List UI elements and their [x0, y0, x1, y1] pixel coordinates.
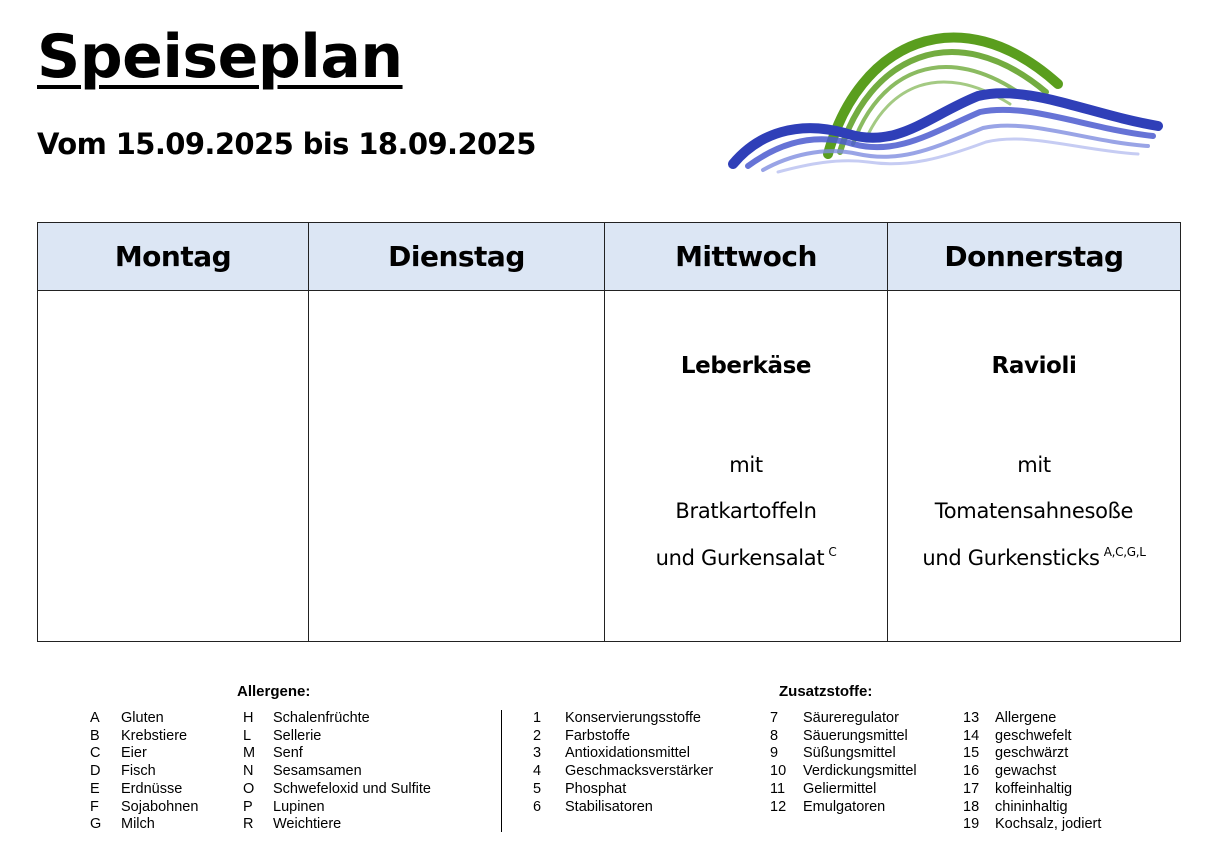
allergen-codes: A,C,G,L — [1103, 545, 1146, 559]
legend-item: 11 Geliermittel — [770, 780, 877, 797]
dish-line: mit — [1017, 453, 1051, 477]
legend-item: 7 Säureregulator — [770, 710, 899, 726]
wave-and-arc-logo — [728, 4, 1168, 176]
legend-item: F Sojabohnen — [90, 798, 199, 815]
legend-item: 8 Säuerungsmittel — [770, 727, 908, 744]
legend-item: 18 chininhaltig — [963, 798, 1068, 815]
menu-table — [37, 222, 1181, 642]
legend-item: 5 Phosphat — [533, 780, 627, 797]
legend-item: G Milch — [90, 816, 155, 833]
legend-item: M Senf — [243, 745, 303, 762]
legend-item: 14 geschwefelt — [963, 727, 1072, 744]
day-header-donnerstag: Donnerstag — [888, 223, 1181, 291]
dish-line: und Gurkensalat $^C$ — [655, 545, 837, 570]
legend-item: H Schalenfrüchte — [243, 710, 370, 726]
legend-item: 15 geschwärzt — [963, 745, 1069, 762]
dish-line — [309, 545, 604, 570]
day-header-dienstag: Dienstag — [309, 223, 605, 291]
legend-divider — [501, 710, 502, 832]
menu-cell-mittwoch — [605, 291, 888, 642]
menu-cell-donnerstag — [888, 291, 1181, 642]
legend-item: 10 Verdickungsmittel — [770, 763, 917, 780]
additives-list-3 — [963, 710, 1101, 834]
legend-item: C Eier — [90, 745, 147, 762]
legend-item: 6 Stabilisatoren — [533, 798, 653, 815]
legend-item: N Sesamsamen — [243, 763, 362, 780]
legend-item: D Fisch — [90, 763, 156, 780]
legend-item: 4 Geschmacksverstärker — [533, 763, 714, 780]
dish-line: Tomatensahnesoße — [934, 499, 1134, 523]
blue-wave — [733, 93, 1158, 172]
legend-item: 13 Allergene — [963, 710, 1057, 726]
additives-list-1 — [533, 710, 713, 816]
legend-item: 2 Farbstoffe — [533, 727, 631, 744]
legend-item: 19 Kochsalz, jodiert — [963, 816, 1102, 833]
legend-item: O Schwefeloxid und Sulfite — [243, 780, 431, 797]
legend-item: P Lupinen — [243, 798, 325, 815]
legend-item: 12 Emulgatoren — [770, 798, 886, 815]
weekday-header-row — [38, 223, 1181, 291]
legend-item: 3 Antioxidationsmittel — [533, 745, 690, 762]
legend-item: 17 koffeinhaltig — [963, 780, 1073, 797]
page-title: Speiseplan — [37, 22, 403, 92]
legend-item: 9 Süßungsmittel — [770, 745, 896, 762]
dish-name: Leberkäse — [680, 353, 812, 379]
legend-item: R Weichtiere — [243, 816, 342, 833]
menu-row — [38, 291, 1181, 642]
additives-list-2 — [770, 710, 917, 816]
additives-heading: Zusatzstoffe: — [779, 683, 873, 700]
menu-cell-montag — [38, 291, 309, 642]
date-range: Vom 15.09.2025 bis 18.09.2025 — [37, 127, 536, 161]
legend-item: 1 Konservierungsstoffe — [533, 710, 701, 726]
allergens-list-2 — [243, 710, 431, 834]
dish-name: Ravioli — [991, 353, 1077, 379]
dish-line: Bratkartoffeln — [675, 499, 817, 523]
allergen-codes: C — [828, 545, 837, 559]
legend-item: A Gluten — [90, 710, 164, 726]
dish-line: und Gurkensticks $^{A,C,G,L}$ — [922, 545, 1146, 570]
dish-line: mit — [729, 453, 763, 477]
legend-item: 16 gewachst — [963, 763, 1057, 780]
menu-cell-dienstag — [309, 291, 605, 642]
allergens-heading: Allergene: — [237, 683, 311, 700]
legend-item: L Sellerie — [243, 727, 322, 744]
dish-line — [38, 545, 308, 570]
legend-item: B Krebstiere — [90, 727, 188, 744]
day-header-montag: Montag — [38, 223, 309, 291]
day-header-mittwoch: Mittwoch — [605, 223, 888, 291]
legend-item: E Erdnüsse — [90, 780, 183, 797]
allergens-list-1 — [90, 710, 198, 834]
